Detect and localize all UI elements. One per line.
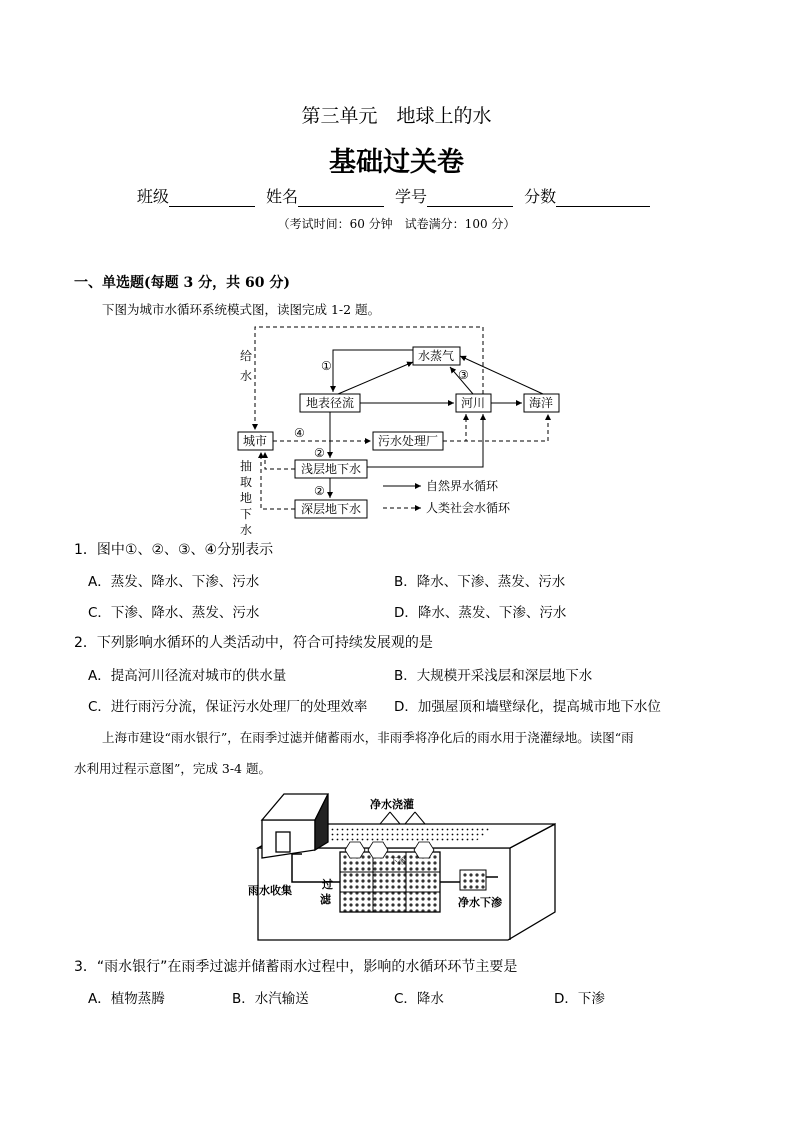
field-number-blank[interactable] (427, 190, 513, 207)
passage-line-2: 水利用过程示意图”，完成 3-4 题。 (74, 761, 271, 776)
field-number-label: 学号 (395, 187, 428, 206)
label-filter-2: 滤 (320, 893, 331, 906)
water-cycle-diagram (228, 322, 568, 537)
q3-option-b[interactable]: B．水汽输送 (232, 991, 309, 1007)
node-city: 城市 (242, 434, 268, 448)
field-score-blank[interactable] (556, 190, 650, 207)
svg-text:取: 取 (240, 475, 253, 489)
field-score-label: 分数 (524, 187, 557, 206)
svg-text:地: 地 (240, 491, 253, 505)
node-deep: 深层地下水 (300, 502, 362, 516)
q2-option-d[interactable]: D．加强屋顶和墙壁绿化，提高城市地下水位 (394, 699, 661, 715)
field-name-blank[interactable] (298, 190, 384, 207)
unit-title: 第三单元 地球上的水 (301, 105, 492, 127)
label-small-seep: 下渗 (390, 857, 406, 866)
q1-option-d[interactable]: D．降水、蒸发、下渗、污水 (394, 605, 567, 621)
svg-text:给: 给 (240, 349, 253, 363)
label-seep: 净水下渗 (458, 896, 502, 909)
q1-option-a[interactable]: A．蒸发、降水、下渗、污水 (88, 574, 260, 590)
field-class-blank[interactable] (169, 190, 255, 207)
question-2-stem: 2．下列影响水循环的人类活动中，符合可持续发展观的是 (74, 635, 433, 651)
q3-option-a[interactable]: A．植物蒸腾 (88, 991, 165, 1007)
svg-text:水: 水 (240, 369, 253, 383)
section-heading: 一、单选题(每题 3 分，共 60 分) (74, 275, 290, 291)
rainwater-bank-diagram (240, 782, 565, 942)
exam-time-note: （考试时间：60 分钟 试卷满分：100 分） (277, 217, 516, 231)
node-shallow: 浅层地下水 (300, 462, 362, 476)
q1-option-c[interactable]: C．下渗、降水、蒸发、污水 (88, 605, 260, 621)
q2-option-b[interactable]: B．大规模开采浅层和深层地下水 (394, 668, 593, 684)
student-info-line (0, 184, 793, 207)
node-vapor: 水蒸气 (417, 349, 455, 363)
node-river: 河川 (460, 396, 486, 410)
node-sewage: 污水处理厂 (377, 434, 439, 448)
question-1-stem: 1．图中①、②、③、④分别表示 (74, 542, 274, 558)
q1-option-b[interactable]: B．降水、下渗、蒸发、污水 (394, 574, 566, 590)
label-irrigate: 净水浇灌 (370, 798, 414, 811)
svg-text:水: 水 (240, 523, 253, 537)
node-runoff: 地表径流 (305, 396, 355, 410)
marker-2-lower: ② (314, 484, 325, 498)
legend-human: 人类社会水循环 (426, 501, 511, 515)
label-filter-1: 过 (322, 878, 333, 891)
legend-natural: 自然界水循环 (426, 479, 499, 493)
marker-1: ① (321, 359, 332, 373)
q3-option-d[interactable]: D．下渗 (554, 991, 605, 1007)
question-3-stem: 3．“雨水银行”在雨季过滤并储蓄雨水过程中，影响的水循环环节主要是 (74, 959, 518, 975)
q3-option-c[interactable]: C．降水 (394, 991, 444, 1007)
field-class-label: 班级 (136, 187, 169, 206)
section-intro: 下图为城市水循环系统模式图，读图完成 1-2 题。 (102, 302, 381, 317)
page-title: 基础过关卷 (329, 147, 464, 178)
marker-4: ④ (294, 426, 305, 440)
svg-text:抽: 抽 (240, 459, 253, 473)
svg-text:下: 下 (240, 507, 253, 521)
marker-3: ③ (458, 368, 469, 382)
field-name-label: 姓名 (265, 187, 298, 206)
label-collect: 雨水收集 (248, 884, 292, 897)
q2-option-a[interactable]: A．提高河川径流对城市的供水量 (88, 668, 287, 684)
marker-2: ② (314, 446, 325, 460)
q2-option-c[interactable]: C．进行雨污分流，保证污水处理厂的处理效率 (88, 699, 368, 715)
node-sea: 海洋 (528, 396, 554, 410)
passage-line-1: 上海市建设“雨水银行”，在雨季过滤并储蓄雨水，非雨季将净化后的雨水用于浇灌绿地。读图“雨 (102, 730, 634, 745)
